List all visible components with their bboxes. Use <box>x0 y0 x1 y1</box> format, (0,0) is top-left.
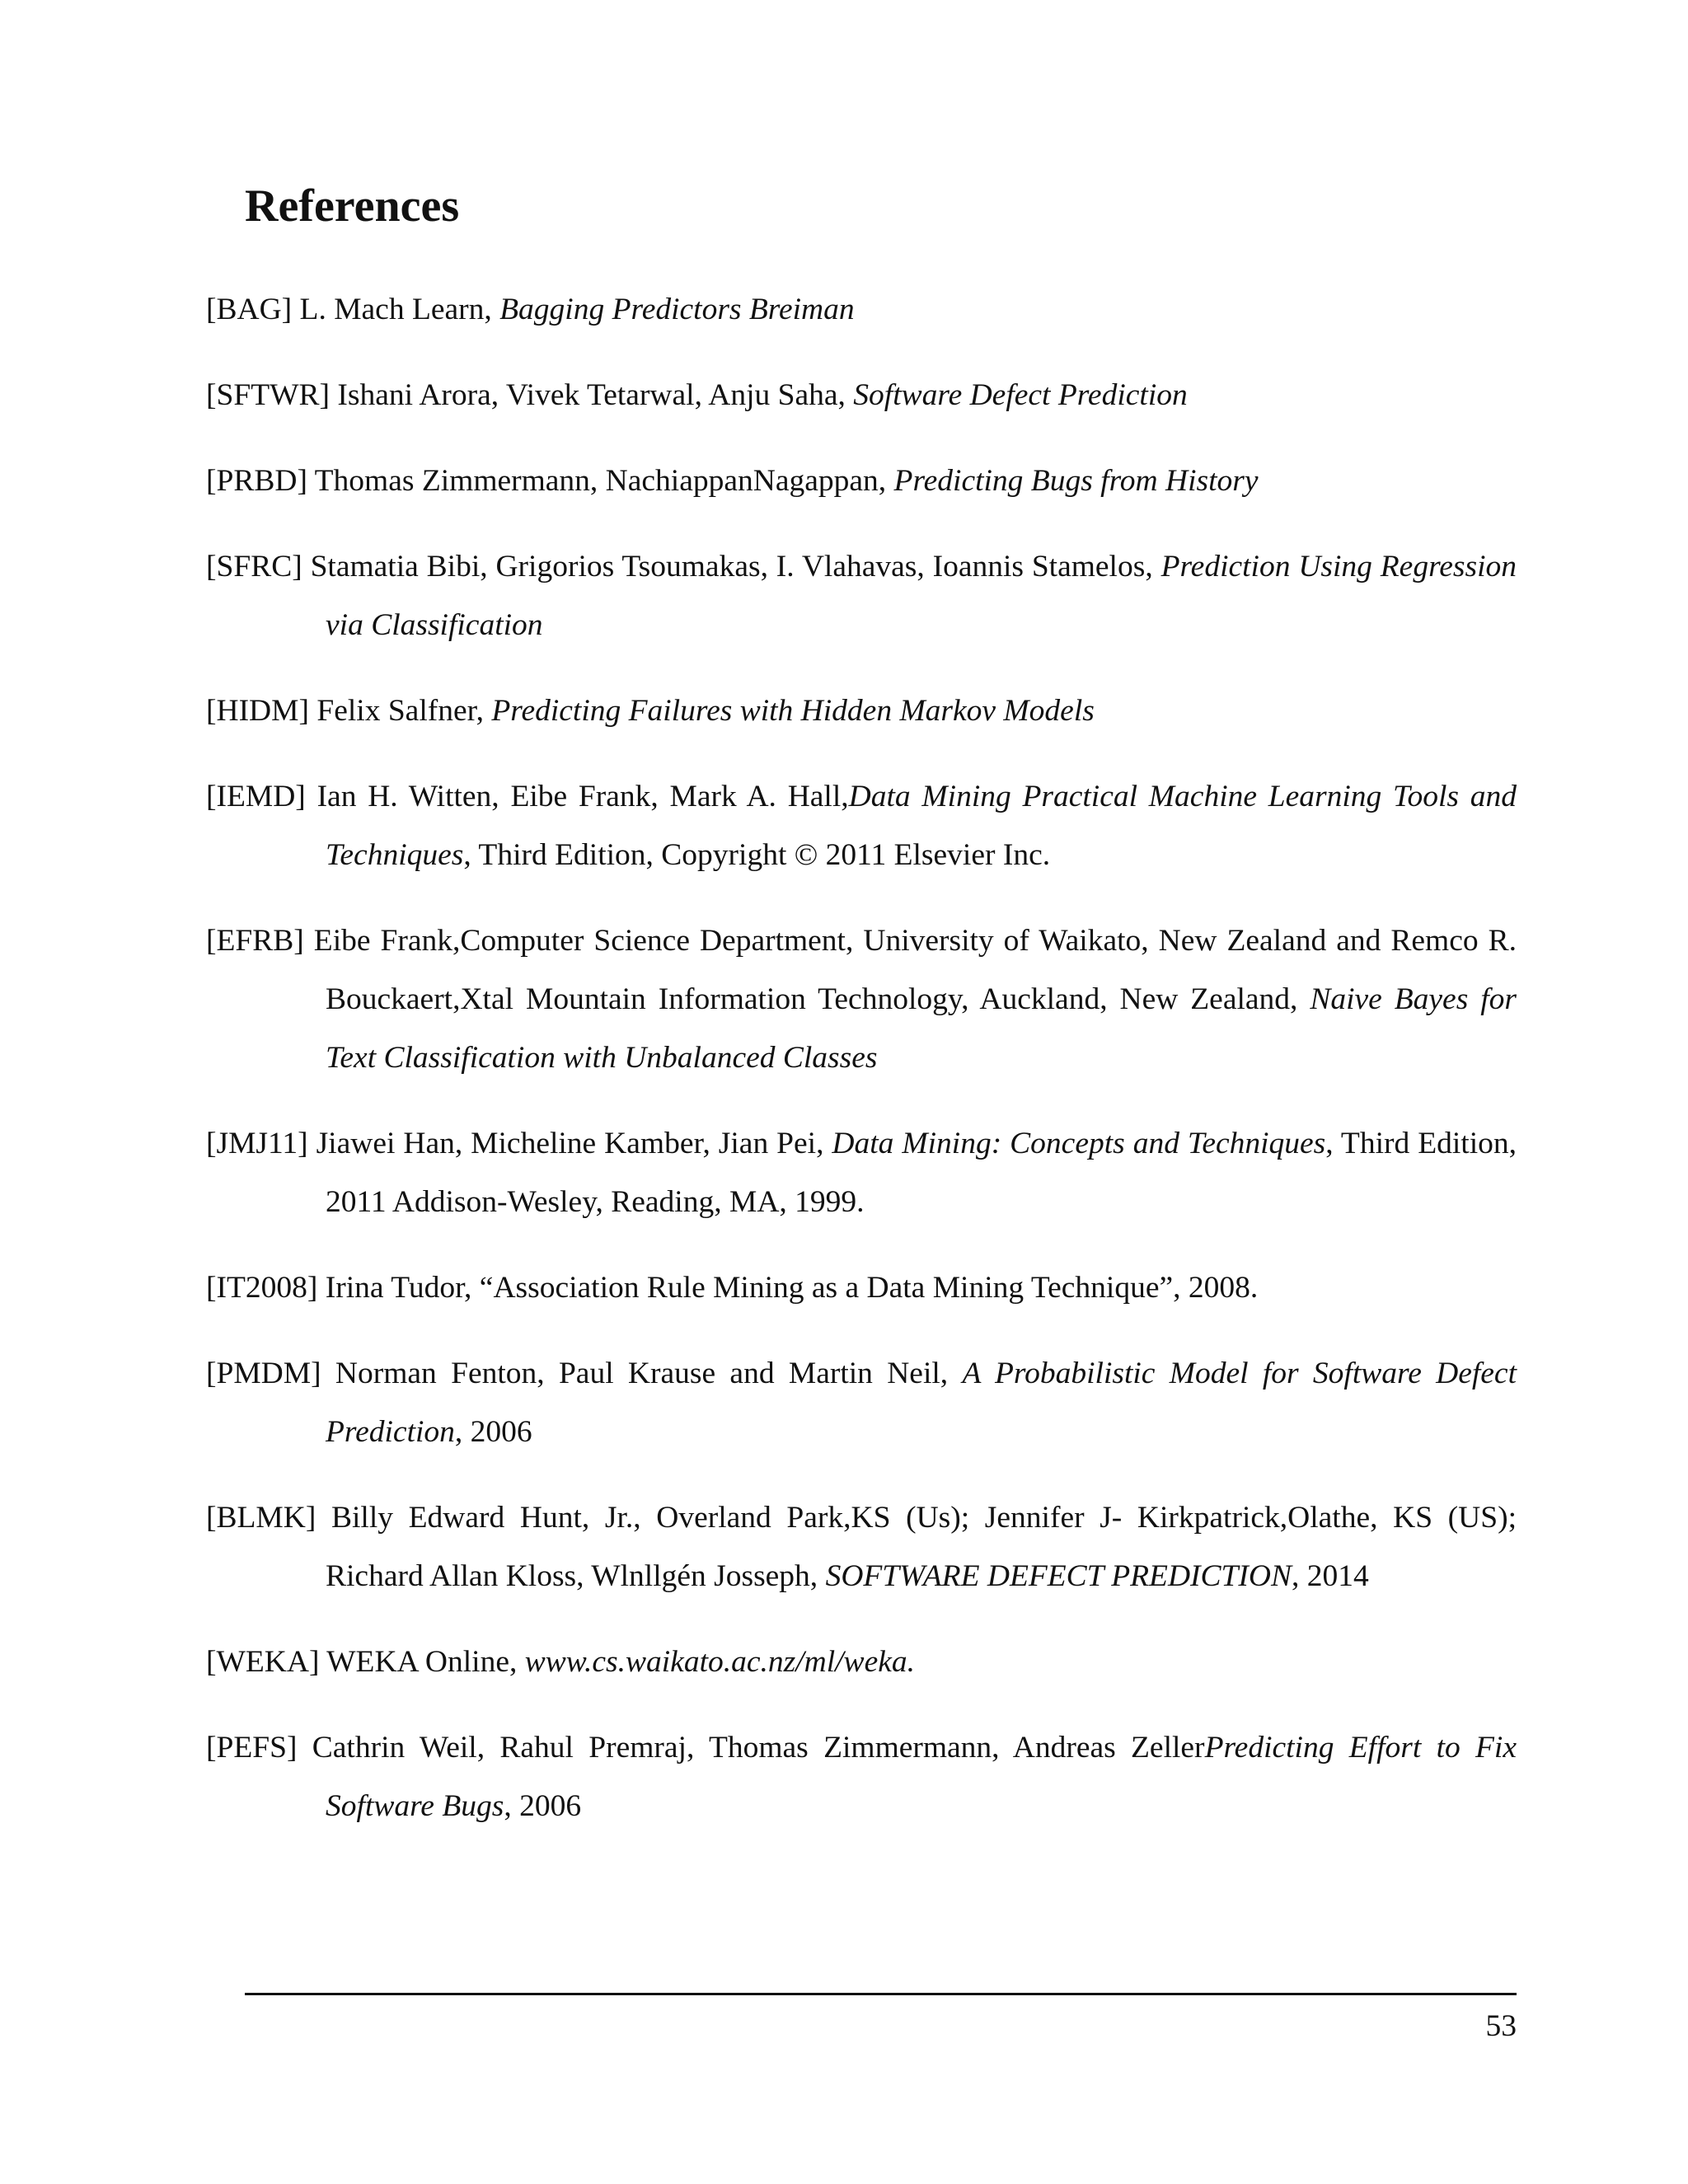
reference-key: [WEKA] <box>206 1645 320 1679</box>
reference-entry <box>206 537 1517 654</box>
reference-details: , 2006 <box>504 1789 582 1823</box>
reference-key: [BLMK] <box>206 1501 316 1535</box>
reference-authors: Cathrin Weil, Rahul Premraj, Thomas Zimmermann, Andreas Zeller <box>312 1731 1205 1765</box>
reference-key: [HIDM] <box>206 694 309 728</box>
reference-entry <box>206 280 1517 339</box>
page-number: 53 <box>1485 2009 1517 2043</box>
reference-authors: Norman Fenton, Paul Krause and Martin Neil, <box>335 1357 963 1390</box>
reference-entry <box>206 767 1517 884</box>
reference-title: Naive Bayes for Text Classification with Unbalanced Classes <box>326 982 1517 1075</box>
reference-list <box>206 280 1517 1863</box>
reference-authors: Felix Salfner, <box>316 694 492 728</box>
reference-title: Bagging Predictors Breiman <box>499 293 855 326</box>
reference-authors: Eibe Frank,Computer Science Department, University of Waikato, New Zealand and Remco R. Bouckaert,Xtal Mountain Information Technology, Auckland, New Zealand, <box>313 924 1517 1016</box>
reference-entry <box>206 912 1517 1087</box>
reference-details: , 2006 <box>454 1415 532 1449</box>
reference-authors: Thomas Zimmermann, NachiappanNagappan, <box>314 464 894 498</box>
reference-details: , 2014 <box>1291 1559 1369 1593</box>
reference-authors: Billy Edward Hunt, Jr., Overland Park,KS (Us); Jennifer J- Kirkpatrick,Olathe, KS (US); Richard Allan Kloss, Wlnllgén Josseph, <box>326 1501 1517 1593</box>
reference-details: , Third Edition, Copyright © 2011 Elsevier Inc. <box>463 838 1051 872</box>
reference-entry <box>206 1488 1517 1605</box>
reference-details: , Third Edition, 2011 Addison-Wesley, Reading, MA, 1999. <box>326 1127 1517 1219</box>
reference-title: A Probabilistic Model for Software Defect Prediction <box>326 1357 1517 1449</box>
reference-title: SOFTWARE DEFECT PREDICTION <box>825 1559 1292 1593</box>
reference-authors: L. Mach Learn, <box>299 293 500 326</box>
page-title: References <box>245 180 460 232</box>
reference-key: [PEFS] <box>206 1731 298 1765</box>
reference-entry <box>206 1718 1517 1835</box>
reference-key: [PMDM] <box>206 1357 321 1390</box>
reference-title: Prediction Using Regression via Classification <box>326 550 1517 642</box>
reference-authors: Stamatia Bibi, Grigorios Tsoumakas, I. Vlahavas, Ioannis Stamelos, <box>310 550 1161 583</box>
reference-entry <box>206 1633 1517 1691</box>
reference-key: [IEMD] <box>206 780 306 813</box>
reference-entry <box>206 682 1517 740</box>
reference-title: Software Defect Prediction <box>853 378 1188 412</box>
reference-key: [SFTWR] <box>206 378 330 412</box>
reference-entry <box>206 1344 1517 1461</box>
reference-key: [PRBD] <box>206 464 307 498</box>
reference-authors: Jiawei Han, Micheline Kamber, Jian Pei, <box>316 1127 832 1160</box>
reference-key: [BAG] <box>206 293 293 326</box>
reference-entry <box>206 1114 1517 1231</box>
reference-title: Predicting Failures with Hidden Markov Models <box>491 694 1095 728</box>
reference-key: [SFRC] <box>206 550 302 583</box>
reference-authors: Ishani Arora, Vivek Tetarwal, Anju Saha, <box>337 378 854 412</box>
reference-entry <box>206 452 1517 510</box>
reference-url: www.cs.waikato.ac.nz/ml/weka. <box>524 1645 915 1679</box>
footer-rule <box>245 1993 1517 1995</box>
reference-title: Data Mining Practical Machine Learning Tools and Techniques <box>326 780 1517 872</box>
reference-authors: Irina Tudor, “Association Rule Mining as a Data Mining Technique”, 2008. <box>325 1271 1259 1305</box>
reference-entry <box>206 1258 1517 1317</box>
reference-title: Predicting Effort to Fix Software Bugs <box>326 1731 1517 1823</box>
reference-key: [EFRB] <box>206 924 304 958</box>
reference-title: Predicting Bugs from History <box>893 464 1259 498</box>
reference-authors: WEKA Online, <box>326 1645 525 1679</box>
reference-entry <box>206 366 1517 424</box>
reference-key: [JMJ11] <box>206 1127 308 1160</box>
reference-authors: Ian H. Witten, Eibe Frank, Mark A. Hall, <box>316 780 849 813</box>
reference-key: [IT2008] <box>206 1271 318 1305</box>
reference-title: Data Mining: Concepts and Techniques <box>832 1127 1326 1160</box>
